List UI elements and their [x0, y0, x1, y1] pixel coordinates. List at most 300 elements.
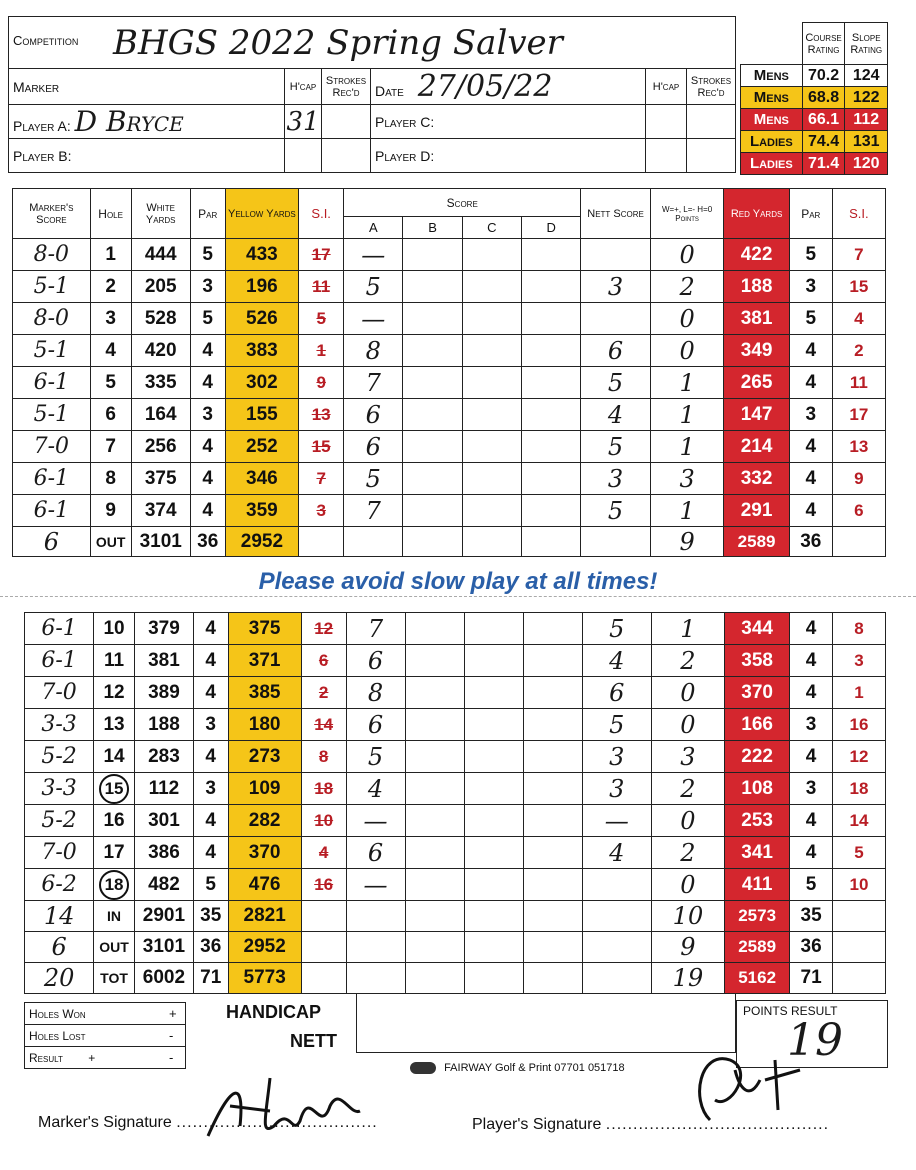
score-a: —: [344, 303, 403, 335]
total-blank-rsi: [832, 963, 885, 994]
marker-score: 5-1: [13, 271, 91, 303]
marker-score: 8-0: [13, 239, 91, 271]
yellow-yards: 433: [225, 239, 299, 271]
white-yards: 482: [134, 869, 193, 901]
marker-score: 3-3: [25, 773, 94, 805]
white-yards: 283: [134, 741, 193, 773]
points-result-value: 19: [787, 1015, 843, 1066]
score-b: [403, 271, 462, 303]
red-par: 3: [789, 271, 832, 303]
total-label: OUT: [94, 932, 135, 963]
white-yards: 528: [131, 303, 190, 335]
strokes-label-2: Strokes Rec'd: [687, 69, 736, 105]
player-c-hcap: [646, 105, 687, 139]
yellow-yards: 252: [225, 431, 299, 463]
score-a: 7: [344, 367, 403, 399]
printer-credit: [410, 1062, 625, 1074]
yellow-yards: 109: [228, 773, 301, 805]
total-blank-si: [301, 901, 346, 932]
red-si: 4: [832, 303, 885, 335]
par: 3: [193, 773, 228, 805]
player-b-label: Player B:: [9, 139, 285, 173]
hole-number: 10: [94, 613, 135, 645]
col-hole: Hole: [90, 189, 131, 239]
course-rating: 74.4: [802, 131, 845, 153]
par: 4: [193, 805, 228, 837]
fold-line: [0, 596, 916, 597]
score-a: 4: [346, 773, 405, 805]
total-points: 9: [651, 932, 724, 963]
stroke-index: 9: [299, 367, 344, 399]
printer-text: FAIRWAY Golf & Print 07701 051718: [444, 1062, 625, 1074]
hole-row: [13, 303, 886, 335]
out-marker: 6: [13, 527, 91, 557]
red-par: 4: [789, 367, 832, 399]
score-d: [522, 271, 581, 303]
competition-label: Competition: [9, 17, 114, 69]
total-yellow: 2821: [228, 901, 301, 932]
score-d: [523, 613, 582, 645]
nett-score: 3: [582, 741, 651, 773]
stroke-index: 4: [301, 837, 346, 869]
player-d-label: Player D:: [371, 139, 646, 173]
red-yards: 349: [724, 335, 789, 367]
total-row: [25, 963, 886, 994]
points: 0: [651, 709, 724, 741]
stroke-index: 13: [299, 399, 344, 431]
total-blank-nett: [582, 901, 651, 932]
score-d: [522, 399, 581, 431]
score-b: [403, 303, 462, 335]
front-nine-table: [12, 188, 886, 557]
red-si: 3: [832, 645, 885, 677]
red-par: 3: [790, 773, 833, 805]
nett-label: NETT: [290, 1031, 337, 1051]
score-d: [523, 677, 582, 709]
total-blank-rsi: [832, 901, 885, 932]
nett-score: 3: [582, 773, 651, 805]
total-blank-nett: [582, 963, 651, 994]
score-b: [405, 613, 464, 645]
white-yards: 374: [131, 495, 190, 527]
hole-row: [13, 271, 886, 303]
red-si: 10: [832, 869, 885, 901]
slope-rating: 112: [845, 109, 888, 131]
course-rating: 68.8: [802, 87, 845, 109]
points: 0: [651, 869, 724, 901]
nett-score: 5: [582, 709, 651, 741]
points: 3: [650, 463, 724, 495]
red-par: 3: [790, 709, 833, 741]
yellow-yards: 371: [228, 645, 301, 677]
nett-score: [582, 869, 651, 901]
total-par: 71: [193, 963, 228, 994]
score-d: [523, 773, 582, 805]
total-blank-c: [464, 963, 523, 994]
red-yards: 253: [725, 805, 790, 837]
score-a: 6: [346, 645, 405, 677]
par: 4: [193, 677, 228, 709]
stroke-index: 3: [299, 495, 344, 527]
slogan: Please avoid slow play at all times!: [258, 568, 658, 595]
marker-score: 5-1: [13, 399, 91, 431]
col-yellow-yards: Yellow Yards: [225, 189, 299, 239]
player-signature-label: Player's Signature: [472, 1116, 602, 1133]
score-c: [462, 303, 521, 335]
red-si: 6: [832, 495, 885, 527]
par: 4: [190, 335, 225, 367]
player-a-value: D Bryce: [74, 105, 184, 138]
hole-number: 3: [90, 303, 131, 335]
red-par: 4: [790, 645, 833, 677]
date-label: Date: [375, 83, 404, 99]
score-b: [403, 495, 462, 527]
score-b: [403, 239, 462, 271]
score-b: [405, 805, 464, 837]
marker-signature-scribble: [200, 1066, 370, 1150]
score-d: [522, 239, 581, 271]
nett-score: 5: [582, 613, 651, 645]
course-rating: 66.1: [802, 109, 845, 131]
holes-won-label: Holes Won: [25, 1003, 169, 1025]
score-c: [464, 805, 523, 837]
stroke-index: 2: [301, 677, 346, 709]
total-points: 10: [651, 901, 724, 932]
marker-score: 3-3: [25, 709, 94, 741]
nett-score: 6: [581, 335, 651, 367]
nett-score: 4: [582, 837, 651, 869]
score-c: [464, 837, 523, 869]
marker-signature-line: Marker's Signature .....................................: [38, 1114, 378, 1131]
red-yards: 411: [725, 869, 790, 901]
score-b: [403, 463, 462, 495]
red-yards: 381: [724, 303, 789, 335]
par: 4: [190, 495, 225, 527]
out-pts: 9: [650, 527, 724, 557]
hole-number-circled: 15: [99, 774, 129, 804]
result-minus: -: [169, 1047, 186, 1069]
red-si: 14: [832, 805, 885, 837]
points: 3: [651, 741, 724, 773]
back-nine-table: [24, 612, 886, 994]
score-c: [464, 869, 523, 901]
score-a: 8: [344, 335, 403, 367]
red-par: 4: [790, 741, 833, 773]
stroke-index: 1: [299, 335, 344, 367]
score-d: [522, 495, 581, 527]
player-a-hcap: 31: [286, 106, 320, 137]
red-si: 13: [832, 431, 885, 463]
points: 1: [650, 495, 724, 527]
red-yards: 188: [724, 271, 789, 303]
score-a: 6: [344, 399, 403, 431]
col-red-si: S.I.: [832, 189, 885, 239]
hole-row: [25, 709, 886, 741]
score-a: —: [346, 805, 405, 837]
score-b: [405, 837, 464, 869]
slope-rating: 120: [845, 153, 888, 175]
score-c: [464, 645, 523, 677]
points: 1: [650, 431, 724, 463]
marker-score: 8-0: [13, 303, 91, 335]
score-c: [462, 335, 521, 367]
marker-score: 7-0: [13, 431, 91, 463]
hole-number: 17: [94, 837, 135, 869]
player-d-hcap: [646, 139, 687, 173]
col-red-yards: Red Yards: [724, 189, 789, 239]
white-yards: 335: [131, 367, 190, 399]
hole-row: [13, 335, 886, 367]
stroke-index: 10: [301, 805, 346, 837]
total-blank-nett: [582, 932, 651, 963]
points: 0: [651, 805, 724, 837]
player-signature-line: Player's Signature .........................................: [472, 1116, 830, 1133]
white-yards: 420: [131, 335, 190, 367]
hole-number: 13: [94, 709, 135, 741]
out-label: OUT: [90, 527, 131, 557]
score-c: [462, 495, 521, 527]
hole-row: [13, 399, 886, 431]
red-yards: 344: [725, 613, 790, 645]
total-marker: 20: [25, 963, 94, 994]
date-cell: [371, 69, 646, 105]
red-si: 16: [832, 709, 885, 741]
total-blank-c: [464, 932, 523, 963]
marker-score: 6-1: [25, 645, 94, 677]
par: 5: [190, 239, 225, 271]
hole-number: 4: [90, 335, 131, 367]
col-white-yards: White Yards: [131, 189, 190, 239]
yellow-yards: 155: [225, 399, 299, 431]
score-d: [523, 741, 582, 773]
nett-score: [581, 239, 651, 271]
total-rpar: 35: [790, 901, 833, 932]
total-blank-c: [464, 901, 523, 932]
rating-row: [741, 65, 888, 87]
out-rpar: 36: [789, 527, 832, 557]
nett-score: 4: [581, 399, 651, 431]
score-d: [523, 837, 582, 869]
marker-score: 5-1: [13, 335, 91, 367]
holes-won-sign: +: [169, 1003, 186, 1025]
points: 0: [651, 677, 724, 709]
yellow-yards: 282: [228, 805, 301, 837]
player-c-strokes: [687, 105, 736, 139]
red-par: 5: [789, 239, 832, 271]
rating-tee: Mens: [741, 65, 803, 87]
total-yellow: 5773: [228, 963, 301, 994]
marker-signature-label: Marker's Signature: [38, 1114, 172, 1131]
match-result-box: [24, 1002, 186, 1069]
score-b: [405, 677, 464, 709]
total-yellow: 2952: [228, 932, 301, 963]
total-blank-d: [523, 963, 582, 994]
out-par: 36: [190, 527, 225, 557]
yellow-yards: 370: [228, 837, 301, 869]
nett-score: 3: [581, 271, 651, 303]
red-par: 5: [789, 303, 832, 335]
out-yellow: 2952: [225, 527, 299, 557]
red-yards: 332: [724, 463, 789, 495]
score-a: 6: [344, 431, 403, 463]
yellow-yards: 476: [228, 869, 301, 901]
marker-score: 7-0: [25, 677, 94, 709]
score-d: [522, 335, 581, 367]
stroke-index: 11: [299, 271, 344, 303]
result-label: [25, 1047, 169, 1069]
total-par: 35: [193, 901, 228, 932]
score-a: 6: [346, 709, 405, 741]
player-b-strokes: [322, 139, 371, 173]
score-c: [464, 741, 523, 773]
par: 4: [193, 645, 228, 677]
score-d: [523, 869, 582, 901]
red-yards: 214: [724, 431, 789, 463]
total-white: 6002: [134, 963, 193, 994]
points: 1: [651, 613, 724, 645]
rating-row: [741, 131, 888, 153]
total-marker: 14: [25, 901, 94, 932]
yellow-yards: 273: [228, 741, 301, 773]
red-si: 18: [832, 773, 885, 805]
par: 4: [193, 613, 228, 645]
col-a: A: [344, 217, 403, 239]
rating-row: [741, 87, 888, 109]
red-yards: 108: [725, 773, 790, 805]
col-red-par: Par: [789, 189, 832, 239]
score-c: [462, 399, 521, 431]
col-d: D: [522, 217, 581, 239]
hole-row: [13, 431, 886, 463]
red-si: 9: [832, 463, 885, 495]
yellow-yards: 385: [228, 677, 301, 709]
nett-score: 5: [581, 495, 651, 527]
stroke-index: 12: [301, 613, 346, 645]
total-row: [25, 932, 886, 963]
total-blank-d: [523, 901, 582, 932]
points: 1: [650, 367, 724, 399]
red-par: 5: [790, 869, 833, 901]
score-b: [403, 335, 462, 367]
total-marker: 6: [25, 932, 94, 963]
points-result-label: POINTS RESULT: [743, 1004, 838, 1018]
score-c: [462, 239, 521, 271]
slope-rating: 131: [845, 131, 888, 153]
score-a: 7: [346, 613, 405, 645]
col-b: B: [403, 217, 462, 239]
score-d: [522, 431, 581, 463]
red-si: 17: [832, 399, 885, 431]
red-par: 4: [789, 431, 832, 463]
col-nett-score: Nett Score: [581, 189, 651, 239]
total-points: 19: [651, 963, 724, 994]
player-c-label: Player C:: [371, 105, 646, 139]
white-yards: 444: [131, 239, 190, 271]
player-signature-scribble: [680, 1040, 810, 1130]
white-yards: 386: [134, 837, 193, 869]
hole-number: 12: [94, 677, 135, 709]
white-yards: 112: [134, 773, 193, 805]
total-red: 5162: [725, 963, 790, 994]
white-yards: 375: [131, 463, 190, 495]
red-yards: 147: [724, 399, 789, 431]
red-yards: 370: [725, 677, 790, 709]
score-a: 7: [344, 495, 403, 527]
score-a: 5: [344, 463, 403, 495]
hole-row: [13, 495, 886, 527]
score-b: [405, 741, 464, 773]
red-par: 4: [789, 463, 832, 495]
competition-value: BHGS 2022 Spring Salver: [113, 17, 736, 69]
rating-tee: Ladies: [741, 131, 803, 153]
total-red: 2573: [725, 901, 790, 932]
red-par: 4: [790, 677, 833, 709]
total-blank-a: [346, 963, 405, 994]
par: 4: [190, 367, 225, 399]
score-b: [405, 709, 464, 741]
par: 4: [190, 431, 225, 463]
hole-number: 14: [94, 741, 135, 773]
marker-score: 7-0: [25, 837, 94, 869]
player-a-label: Player A:: [13, 118, 71, 134]
hole-number: 6: [90, 399, 131, 431]
nett-score: 5: [581, 367, 651, 399]
total-rpar: 36: [790, 932, 833, 963]
score-b: [403, 367, 462, 399]
nett-score: 5: [581, 431, 651, 463]
stroke-index: 16: [301, 869, 346, 901]
red-si: 12: [832, 741, 885, 773]
course-rating: 71.4: [802, 153, 845, 175]
col-par: Par: [190, 189, 225, 239]
points: 2: [650, 271, 724, 303]
stroke-index: 7: [299, 463, 344, 495]
hole-row: [25, 613, 886, 645]
stroke-index: 15: [299, 431, 344, 463]
score-b: [403, 399, 462, 431]
white-yards: 256: [131, 431, 190, 463]
hole-number: 8: [90, 463, 131, 495]
yellow-yards: 383: [225, 335, 299, 367]
yellow-yards: 302: [225, 367, 299, 399]
hole-number: 5: [90, 367, 131, 399]
stroke-index: 17: [299, 239, 344, 271]
score-c: [462, 367, 521, 399]
fairway-logo-icon: [410, 1062, 436, 1074]
hole-row: [25, 837, 886, 869]
red-si: 8: [832, 613, 885, 645]
hole-number: 11: [94, 645, 135, 677]
total-blank-si: [301, 963, 346, 994]
par: 3: [190, 271, 225, 303]
handicap-boxes: [356, 994, 736, 1053]
hole-row: [13, 463, 886, 495]
points: 0: [650, 239, 724, 271]
rating-tee: Mens: [741, 109, 803, 131]
score-c: [462, 431, 521, 463]
score-a: 8: [346, 677, 405, 709]
score-b: [405, 869, 464, 901]
red-si: 15: [832, 271, 885, 303]
total-label: TOT: [94, 963, 135, 994]
red-si: 5: [832, 837, 885, 869]
red-yards: 166: [725, 709, 790, 741]
player-b-hcap: [285, 139, 322, 173]
rating-tee: Ladies: [741, 153, 803, 175]
white-yards: 164: [131, 399, 190, 431]
nett-score: [581, 303, 651, 335]
out-white: 3101: [131, 527, 190, 557]
